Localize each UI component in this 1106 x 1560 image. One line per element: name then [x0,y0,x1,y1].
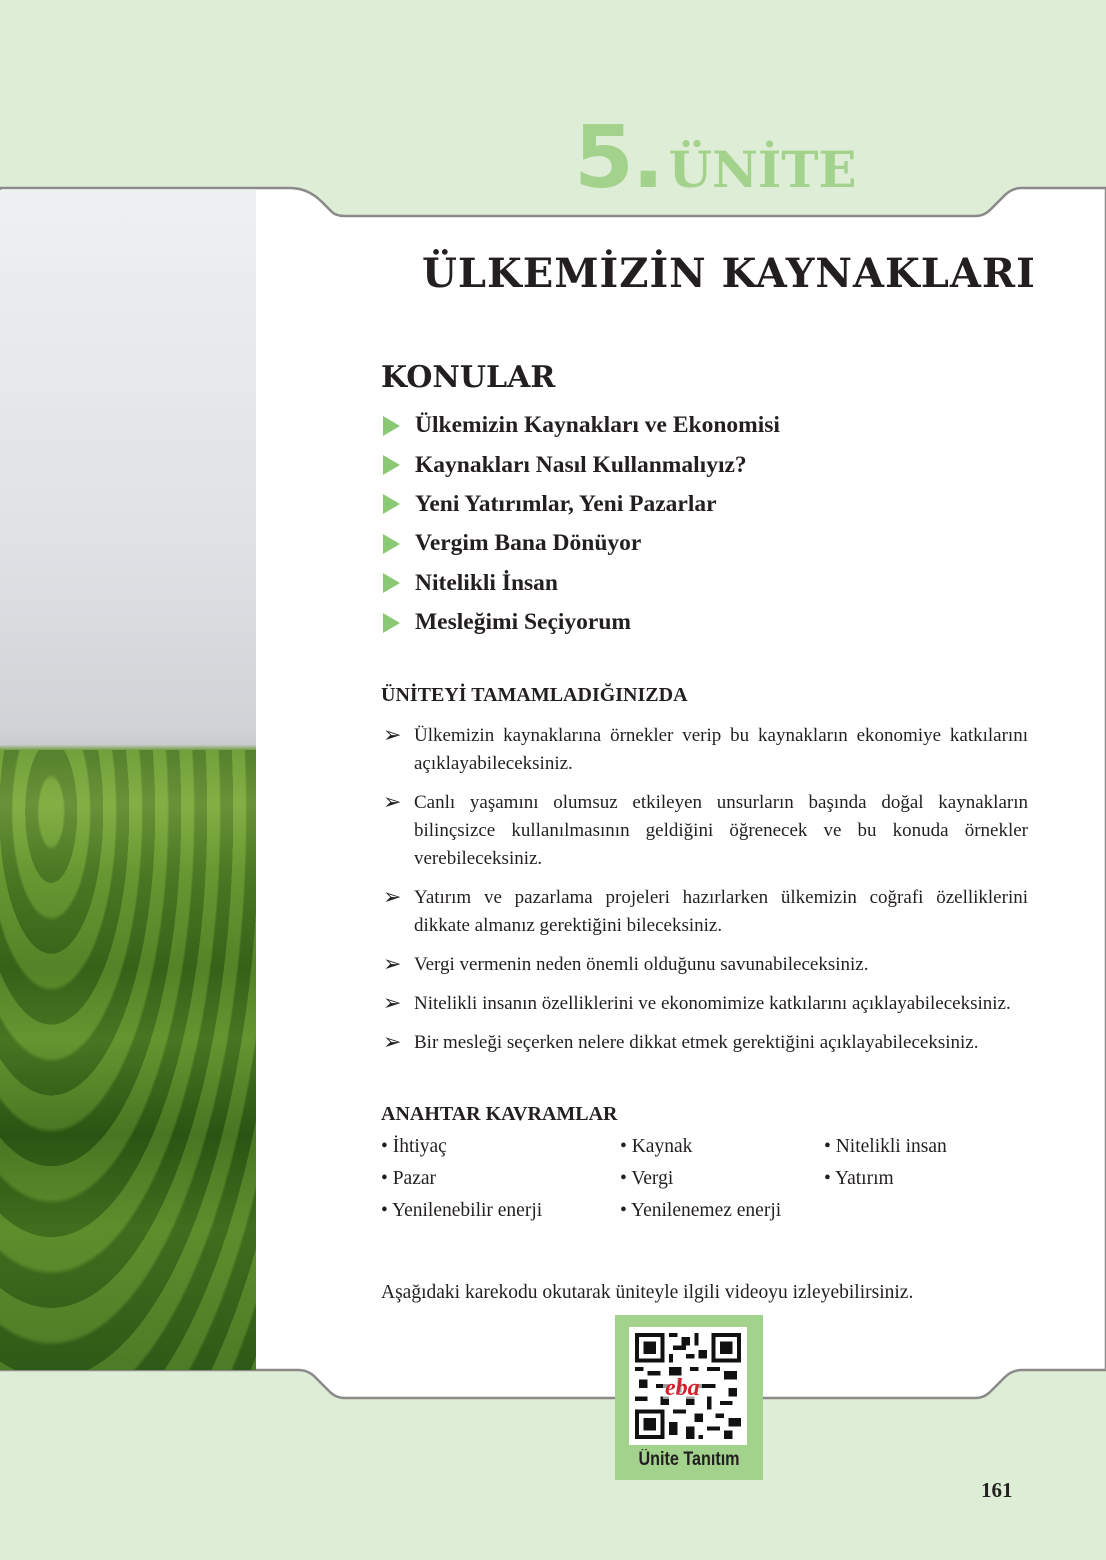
topic-item [383,603,780,642]
keyword: • Kaynak [620,1136,693,1157]
qr-card[interactable] [615,1315,763,1480]
goal-item [383,951,1028,979]
topic-label: Kaynakları Nasıl Kullanmalıyız? [415,451,747,478]
keyword: • Yatırım [824,1168,894,1189]
goals-heading: ÜNİTEYİ TAMAMLADIĞINIZDA [381,684,688,706]
arrow-bullet-icon: ➢ [383,789,402,814]
triangle-bullet-icon [383,534,400,554]
triangle-bullet-icon [383,573,400,593]
triangle-bullet-icon [383,613,400,633]
topic-item [383,524,780,563]
qr-label: Ünite Tanıtım [638,1449,740,1470]
goal-item [383,990,1028,1018]
arrow-bullet-icon: ➢ [383,722,402,747]
topics-heading: KONULAR [381,360,556,395]
unit-number: 5. [574,108,663,208]
topic-item [383,485,780,524]
arrow-bullet-icon: ➢ [383,951,402,976]
topic-label: Mesleğimi Seçiyorum [415,609,632,636]
goal-item [383,722,1028,778]
keyword: • Pazar [381,1168,437,1189]
goal-item [383,789,1028,873]
topic-label: Yeni Yatırımlar, Yeni Pazarlar [415,490,717,517]
qr-code[interactable] [629,1327,747,1445]
arrow-bullet-icon: ➢ [383,990,402,1015]
goal-text: Yatırım ve pazarlama projeleri hazırlarken ülkemizin coğrafi özelliklerini dikkate almanız gerektiğini bileceksiniz. [414,887,1028,936]
triangle-bullet-icon [383,455,400,475]
triangle-bullet-icon [383,494,400,514]
triangle-bullet-icon [383,416,400,436]
keyword: • Yenilenebilir enerji [381,1200,543,1221]
unit-label [574,108,857,208]
topic-label: Nitelikli İnsan [415,569,558,596]
qr-instruction: Aşağıdaki karekodu okutarak üniteyle ilgili videoyu izleyebilirsiniz. [381,1282,914,1303]
keyword: • Nitelikli insan [824,1136,947,1157]
topic-label: Vergim Bana Dönüyor [415,530,642,557]
goal-item [383,1029,1028,1057]
arrow-bullet-icon: ➢ [383,1029,402,1054]
arrow-bullet-icon: ➢ [383,884,402,909]
eba-logo: eba [665,1375,700,1401]
keyword: • İhtiyaç [381,1136,447,1157]
page-title: ÜLKEMİZİN KAYNAKLARI [422,250,1036,297]
keyword: • Vergi [620,1168,674,1189]
tea-plantation-photo [0,190,256,1370]
page-number: 161 [981,1478,1013,1502]
topic-label: Ülkemizin Kaynakları ve Ekonomisi [415,412,780,439]
keywords-heading: ANAHTAR KAVRAMLAR [381,1103,618,1125]
goal-text: Nitelikli insanın özelliklerini ve ekonomimize katkılarını açıklayabileceksiniz. [414,993,1011,1014]
topic-item [383,564,780,603]
goal-item [383,884,1028,940]
topic-item [383,406,780,445]
keywords-grid [381,1134,1024,1224]
topics-list [383,406,780,642]
topic-item [383,445,780,484]
keyword: • Yenilenemez enerji [620,1200,782,1221]
goal-text: Ülkemizin kaynaklarına örnekler verip bu kaynakların ekonomiye katkılarını açıklayabileceksiniz. [414,725,1028,774]
goal-text: Canlı yaşamını olumsuz etkileyen unsurların başında doğal kaynakların bilinçsizce kullanılmasının geldiğini öğrenecek ve bu konuda örnekler verebileceksiniz. [414,792,1028,869]
unit-word: ÜNİTE [668,140,857,199]
goal-text: Vergi vermenin neden önemli olduğunu savunabileceksiniz. [414,954,869,975]
goal-text: Bir mesleği seçerken nelere dikkat etmek gerektiğini açıklayabileceksiniz. [414,1032,979,1053]
goals-list [383,722,1028,1068]
